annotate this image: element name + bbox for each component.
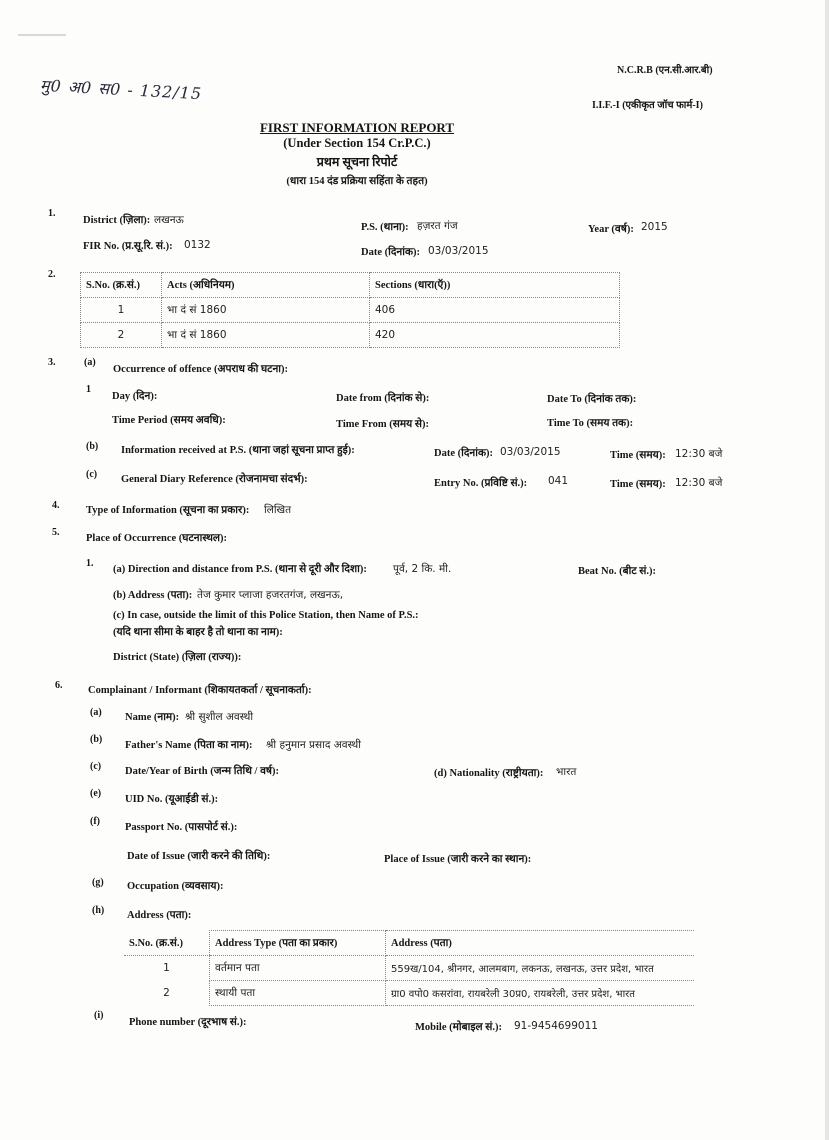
section-6e-marker: (e)	[90, 788, 102, 799]
acts-row-sno: 1	[81, 298, 162, 323]
acts-row-act: भा दं सं 1860	[162, 323, 370, 348]
complainant-address-label: Address (पता):	[127, 910, 192, 921]
place-occurrence-label: Place of Occurrence (घटनास्थल):	[86, 533, 228, 544]
section-5-number: 5.	[52, 527, 60, 538]
ps-label: P.S. (थाना):	[361, 222, 409, 233]
occurrence-item-1: 1	[86, 384, 91, 395]
info-date-label: Date (दिनांक):	[434, 448, 494, 459]
entry-no-label: Entry No. (प्रविष्टि सं.):	[434, 478, 528, 489]
info-type-label: Type of Information (सूचना का प्रकार):	[86, 505, 250, 516]
nationality-label: (d) Nationality (राष्ट्रीयता):	[434, 768, 544, 779]
scan-right-edge	[825, 0, 829, 1140]
acts-header-sno: S.No. (क्र.सं.)	[81, 273, 162, 298]
section-6a-marker: (a)	[90, 707, 102, 718]
time-from-label: Time From (समय से):	[336, 419, 429, 430]
address-row-sno: 2	[163, 987, 170, 999]
dob-label: Date/Year of Birth (जन्म तिथि / वर्ष):	[125, 766, 279, 777]
passport-label: Passport No. (पासपोर्ट सं.):	[125, 822, 238, 833]
father-name-label: Father's Name (पिता का नाम):	[125, 740, 253, 751]
table-row	[124, 981, 694, 1006]
time-period-label: Time Period (समय अवधि):	[112, 415, 226, 426]
issue-place-label: Place of Issue (जारी करने का स्थान):	[384, 854, 532, 865]
fir-no-value: 0132	[184, 239, 211, 251]
section-3-number: 3.	[48, 357, 56, 368]
info-received-label: Information received at P.S. (थाना जहां सूचना प्राप्त हुई):	[121, 445, 355, 456]
mobile-value: 91-9454699011	[514, 1020, 598, 1032]
fir-no-label: FIR No. (प्र.सू.रि. सं.):	[83, 241, 173, 252]
handwritten-case-number: मु0 अ0 स0 - 132/15	[39, 75, 203, 104]
section-4-number: 4.	[52, 500, 60, 511]
uid-label: UID No. (यूआईडी सं.):	[125, 794, 219, 805]
address-row-type: स्थायी पता	[210, 981, 386, 1006]
address-header-sno: S.No. (क्र.सं.)	[124, 931, 210, 956]
address-header-type: Address Type (पता का प्रकार)	[210, 931, 386, 956]
father-name-value: श्री हनुमान प्रसाद अवस्थी	[266, 739, 361, 751]
outside-ps-label: (c) In case, outside the limit of this Police Station, then Name of P.S.:	[113, 610, 419, 621]
section-3c-marker: (c)	[86, 469, 98, 480]
date-to-label: Date To (दिनांक तक):	[547, 394, 637, 405]
acts-row-section: 406	[370, 298, 620, 323]
year-value: 2015	[641, 221, 668, 233]
gd-time-label: Time (समय):	[610, 479, 666, 490]
issue-date-label: Date of Issue (जारी करने की तिथि):	[127, 851, 271, 862]
direction-value: पूर्व, 2 कि. मी.	[393, 563, 452, 575]
acts-header-sections: Sections (धारा(ऍ))	[370, 273, 620, 298]
address-table-header	[124, 931, 694, 956]
address-row-address: ग्रा0 वपो0 कसरांवा, रायबरेली 30प्र0, रायबरेली, उत्तर प्रदेश, भारत	[386, 981, 695, 1006]
year-label: Year (वर्ष):	[588, 224, 634, 235]
section-3b-marker: (b)	[86, 441, 99, 452]
occurrence-label: Occurrence of offence (अपराध की घटना):	[113, 364, 288, 375]
section-6b-marker: (b)	[90, 734, 103, 745]
date-from-label: Date from (दिनांक से):	[336, 393, 430, 404]
gd-time-value: 12:30 बजे	[675, 477, 723, 489]
section-6g-marker: (g)	[92, 877, 104, 888]
day-label: Day (दिन):	[112, 391, 158, 402]
section-6h-marker: (h)	[92, 905, 105, 916]
section-6c-marker: (c)	[90, 761, 102, 772]
ps-value: हज़रत गंज	[417, 220, 458, 232]
ncrb-label: N.C.R.B (एन.सी.आर.बी)	[617, 65, 713, 76]
occupation-label: Occupation (व्यवसाय):	[127, 881, 224, 892]
address-row-address: 559ख/104, श्रीनगर, आलमबाग, लकनऊ, लखनऊ, उत्तर प्रदेश, भारत	[386, 956, 695, 981]
address-table	[124, 930, 694, 1006]
section-6-number: 6.	[55, 680, 63, 691]
beat-no-label: Beat No. (बीट सं.):	[578, 566, 656, 577]
table-row	[81, 323, 620, 348]
section-3a-marker: (a)	[84, 357, 96, 368]
acts-header-acts: Acts (अधिनियम)	[162, 273, 370, 298]
table-row	[124, 956, 694, 981]
title-hindi: प्रथम सूचना रिपोर्ट	[316, 155, 398, 169]
district-state-label: District (State) (ज़िला (राज्य)):	[113, 652, 242, 663]
title-section: (Under Section 154 Cr.P.C.)	[283, 136, 431, 150]
address-row-type: वर्तमान पता	[210, 956, 386, 981]
acts-row-sno: 2	[81, 323, 162, 348]
section-2-number: 2.	[48, 269, 56, 280]
name-label: Name (नाम):	[125, 712, 180, 723]
outside-ps-hindi-label: (यदि थाना सीमा के बाहर है तो थाना का नाम):	[113, 627, 283, 638]
place-address-label: (b) Address (पता):	[113, 590, 193, 601]
title-hindi-section: (धारा 154 दंड प्रक्रिया सहिंता के तहत)	[286, 176, 428, 187]
iif-label: I.I.F.-I (एकीकृत जॉच फार्म-I)	[592, 100, 703, 111]
info-date-value: 03/03/2015	[500, 446, 561, 458]
acts-row-act: भा दं सं 1860	[162, 298, 370, 323]
acts-row-section: 420	[370, 323, 620, 348]
title-fir: FIRST INFORMATION REPORT	[259, 120, 455, 135]
date-value: 03/03/2015	[428, 245, 489, 257]
info-time-value: 12:30 बजे	[675, 448, 723, 460]
gd-reference-label: General Diary Reference (रोजनामचा संदर्भ):	[121, 474, 308, 485]
nationality-value: भारत	[556, 766, 577, 778]
scan-top-mark	[18, 34, 66, 36]
table-row	[81, 298, 620, 323]
section-6f-marker: (f)	[90, 816, 100, 827]
entry-no-value: 041	[548, 475, 569, 487]
name-value: श्री सुशील अवस्थी	[185, 711, 254, 723]
acts-table-header	[81, 273, 620, 298]
acts-table	[80, 272, 620, 348]
mobile-label: Mobile (मोबाइल सं.):	[415, 1022, 502, 1033]
direction-label: (a) Direction and distance from P.S. (थाना से दूरी और दिशा):	[113, 564, 367, 575]
district-label: District (ज़िला):	[83, 215, 151, 226]
section-6i-marker: (i)	[94, 1010, 104, 1021]
complainant-label: Complainant / Informant (शिकायतकर्ता / सूचनाकर्ता):	[88, 685, 312, 696]
district-value: लखनऊ	[154, 214, 184, 226]
address-header-address: Address (पता)	[386, 931, 695, 956]
info-time-label: Time (समय):	[610, 450, 666, 461]
time-to-label: Time To (समय तक):	[547, 418, 634, 429]
phone-label: Phone number (दूरभाष सं.):	[129, 1017, 247, 1028]
place-address-value: तेज कुमार प्लाजा हजरतगंज, लखनऊ,	[197, 589, 344, 601]
info-type-value: लिखित	[264, 504, 292, 516]
place-item-1: 1.	[86, 558, 94, 569]
date-label: Date (दिनांक):	[361, 247, 421, 258]
address-row-sno: 1	[163, 962, 170, 975]
section-1-number: 1.	[48, 208, 56, 219]
